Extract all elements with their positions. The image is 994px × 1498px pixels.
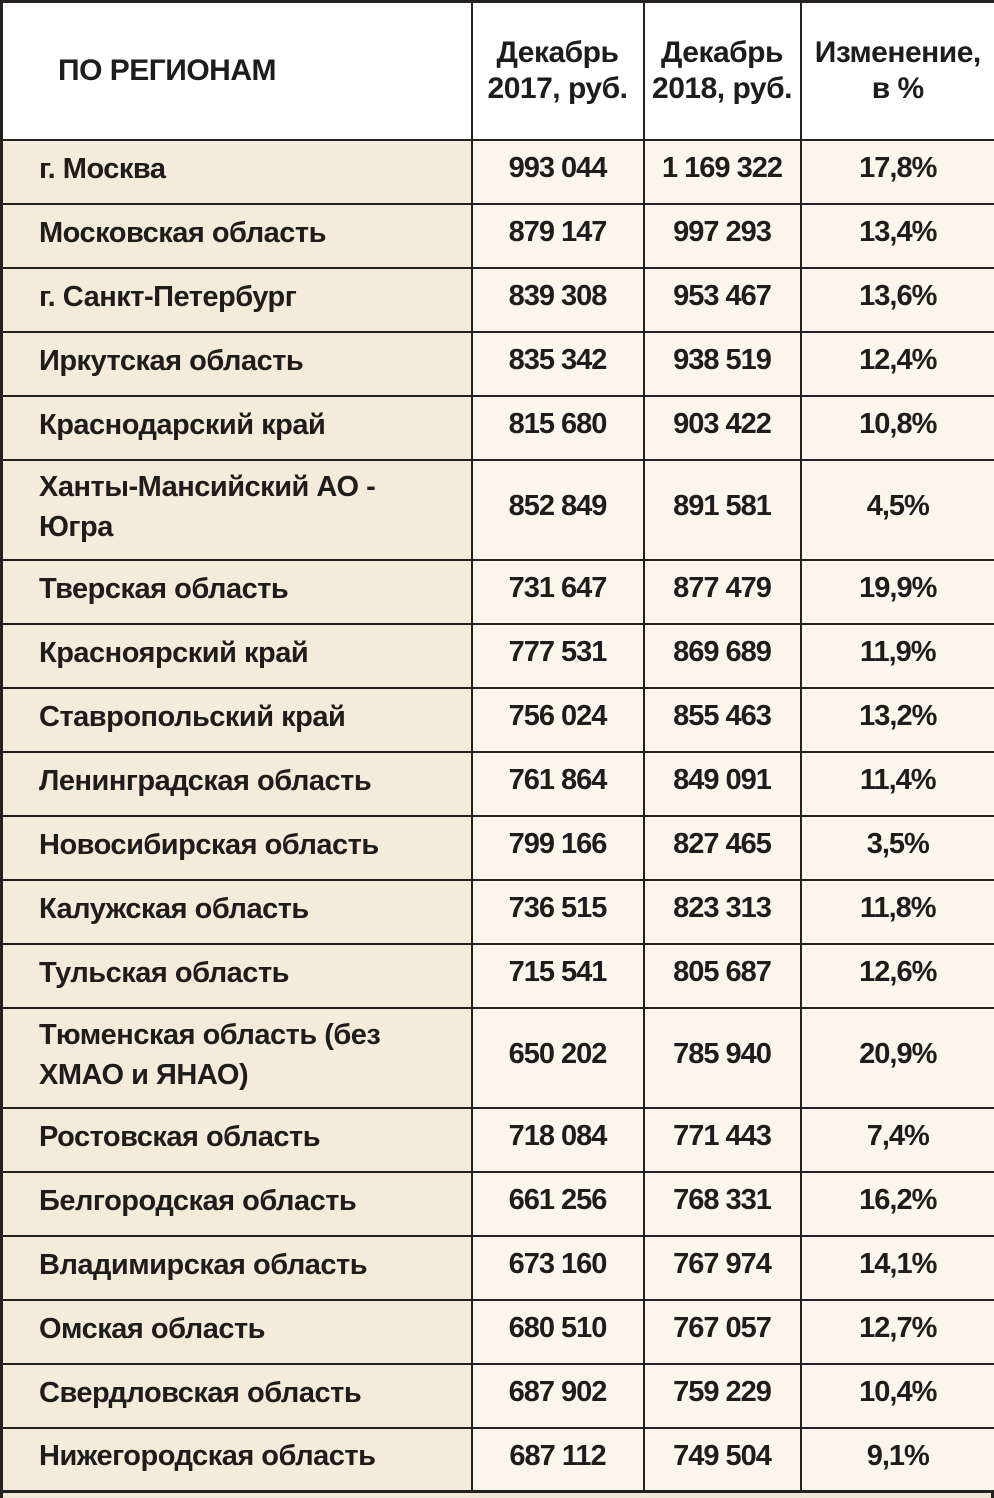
- dec-2017-value: 680 510: [508, 1312, 607, 1344]
- dec-2018-value-cell: [644, 1300, 801, 1364]
- change-percent-value: 3,5%: [866, 828, 929, 860]
- header-change-line2: в %: [871, 71, 924, 105]
- dec-2018-value: 768 331: [673, 1184, 771, 1216]
- dec-2018-value-cell: [644, 1108, 801, 1172]
- dec-2018-value: 849 091: [673, 764, 771, 796]
- region-name: Красноярский край: [39, 636, 309, 669]
- dec-2018-value-cell: [644, 204, 801, 268]
- table-row: [2, 880, 994, 944]
- region-name-cell: [2, 1008, 472, 1108]
- change-percent-value: 17,8%: [859, 152, 937, 184]
- dec-2017-value-cell: [472, 396, 644, 460]
- dec-2017-value-cell: [472, 752, 644, 816]
- region-name: Ростовская область: [39, 1120, 321, 1153]
- dec-2018-value-cell: [644, 396, 801, 460]
- region-name: Тульская область: [39, 956, 289, 989]
- table-row: [2, 1008, 994, 1108]
- dec-2018-value: 855 463: [673, 700, 771, 732]
- change-percent-value: 14,1%: [859, 1248, 937, 1280]
- table-row: [2, 688, 994, 752]
- change-percent-value: 19,9%: [859, 572, 937, 604]
- header-dec-2018-line2: 2018, руб.: [652, 71, 792, 105]
- header-dec-2017-line2: 2017, руб.: [487, 71, 628, 105]
- dec-2017-value: 835 342: [508, 344, 607, 376]
- table-header: [2, 2, 994, 140]
- dec-2017-value: 799 166: [508, 828, 607, 860]
- table-row: [2, 1172, 994, 1236]
- region-name-cell: [2, 140, 472, 204]
- dec-2018-value: 827 465: [673, 828, 771, 860]
- dec-2018-value-cell: [644, 332, 801, 396]
- region-name-cell: [2, 1108, 472, 1172]
- region-name: Свердловская область: [39, 1376, 362, 1409]
- dec-2018-value-cell: [644, 268, 801, 332]
- region-name-cell: [2, 816, 472, 880]
- change-percent-cell: [801, 1172, 994, 1236]
- dec-2017-value: 852 849: [508, 490, 607, 522]
- change-percent-value: 11,9%: [859, 636, 936, 668]
- dec-2017-value-cell: [472, 460, 644, 560]
- region-name-cell: [2, 944, 472, 1008]
- dec-2018-value-cell: [644, 1428, 801, 1492]
- dec-2017-value: 736 515: [508, 892, 607, 924]
- region-name-cell: [2, 268, 472, 332]
- dec-2018-value: 891 581: [673, 490, 771, 522]
- dec-2017-value: 661 256: [508, 1184, 607, 1216]
- change-percent-value: 13,4%: [859, 216, 937, 248]
- region-name-cell: [2, 560, 472, 624]
- dec-2017-value: 777 531: [508, 636, 607, 668]
- change-percent-cell: [801, 1364, 994, 1428]
- dec-2017-value-cell: [472, 624, 644, 688]
- dec-2017-value: 815 680: [508, 408, 607, 440]
- dec-2017-value: 761 864: [508, 764, 607, 796]
- dec-2017-value: 715 541: [508, 956, 607, 988]
- dec-2018-value: 938 519: [673, 344, 771, 376]
- region-name: г. Москва: [39, 152, 166, 185]
- dec-2018-value-cell: [644, 1008, 801, 1108]
- dec-2017-value-cell: [472, 880, 644, 944]
- change-percent-cell: [801, 1236, 994, 1300]
- region-name: Краснодарский край: [39, 408, 326, 441]
- region-name-cell: [2, 1172, 472, 1236]
- change-percent-cell: [801, 560, 994, 624]
- dec-2018-value: 1 169 322: [661, 152, 782, 184]
- change-percent-value: 7,4%: [866, 1120, 929, 1152]
- table-row: [2, 752, 994, 816]
- dec-2018-value-cell: [644, 1172, 801, 1236]
- change-percent-cell: [801, 944, 994, 1008]
- dec-2017-value: 673 160: [508, 1248, 607, 1280]
- change-percent-cell: [801, 1008, 994, 1108]
- table-row: [2, 560, 994, 624]
- header-row: [2, 2, 994, 140]
- change-percent-value: 9,1%: [866, 1439, 929, 1472]
- dec-2017-value-cell: [472, 140, 644, 204]
- dec-2017-value-cell: [472, 1108, 644, 1172]
- region-name-cell: [2, 688, 472, 752]
- table-row: [2, 1428, 994, 1492]
- table-row: [2, 396, 994, 460]
- table-row: [2, 816, 994, 880]
- dec-2017-value-cell: [472, 816, 644, 880]
- dec-2017-value: 718 084: [508, 1120, 607, 1152]
- region-name: Калужская область: [39, 892, 309, 925]
- dec-2018-value: 749 504: [673, 1439, 771, 1472]
- dec-2018-value: 997 293: [673, 216, 771, 248]
- change-percent-value: 11,8%: [859, 892, 936, 924]
- dec-2018-value-cell: [644, 1236, 801, 1300]
- dec-2018-value: 805 687: [673, 956, 771, 988]
- region-name: Новосибирская область: [39, 828, 379, 861]
- region-name: Ханты-Мансийский АО - Югра: [39, 470, 376, 543]
- header-dec-2017-line1: Декабрь: [496, 35, 619, 69]
- dec-2018-value-cell: [644, 944, 801, 1008]
- dec-2018-value-cell: [644, 460, 801, 560]
- table-row: [2, 1108, 994, 1172]
- dec-2017-value-cell: [472, 1300, 644, 1364]
- change-percent-value: 12,4%: [859, 344, 937, 376]
- change-percent-cell: [801, 624, 994, 688]
- dec-2017-value-cell: [472, 1428, 644, 1492]
- dec-2017-value-cell: [472, 332, 644, 396]
- region-name: Тюменская область (без ХМАО и ЯНАО): [39, 1018, 381, 1091]
- header-region-label: ПО РЕГИОНАМ: [58, 53, 276, 87]
- dec-2018-value: 903 422: [673, 408, 771, 440]
- region-name: Московская область: [39, 216, 326, 249]
- change-percent-value: 11,4%: [859, 764, 936, 796]
- region-name-cell: [2, 332, 472, 396]
- change-percent-cell: [801, 396, 994, 460]
- change-percent-cell: [801, 1428, 994, 1492]
- region-name-cell: [2, 1236, 472, 1300]
- change-percent-cell: [801, 204, 994, 268]
- dec-2017-value: 687 112: [509, 1439, 606, 1472]
- table-row: [2, 1364, 994, 1428]
- change-percent-value: 12,7%: [859, 1312, 937, 1344]
- dec-2018-value: 823 313: [673, 892, 771, 924]
- change-percent-cell: [801, 1300, 994, 1364]
- table-row: [2, 1236, 994, 1300]
- table-body: [2, 140, 994, 1492]
- dec-2017-value: 650 202: [508, 1038, 607, 1070]
- dec-2017-value-cell: [472, 1172, 644, 1236]
- table-row: [2, 204, 994, 268]
- region-name: Тверская область: [39, 572, 289, 605]
- dec-2018-value-cell: [644, 140, 801, 204]
- change-percent-cell: [801, 268, 994, 332]
- table-row: [2, 460, 994, 560]
- region-name-cell: [2, 460, 472, 560]
- dec-2018-value-cell: [644, 816, 801, 880]
- change-percent-value: 10,8%: [859, 408, 937, 440]
- change-percent-value: 16,2%: [859, 1184, 937, 1216]
- dec-2017-value: 731 647: [508, 572, 607, 604]
- dec-2018-value-cell: [644, 560, 801, 624]
- dec-2018-value: 767 974: [673, 1248, 771, 1280]
- change-percent-value: 10,4%: [859, 1376, 937, 1408]
- dec-2018-value-cell: [644, 880, 801, 944]
- region-name-cell: [2, 752, 472, 816]
- change-percent-value: 4,5%: [866, 490, 929, 522]
- change-percent-cell: [801, 688, 994, 752]
- region-name: Нижегородская область: [39, 1440, 376, 1473]
- change-percent-value: 20,9%: [859, 1038, 937, 1070]
- region-name: Омская область: [39, 1312, 265, 1345]
- dec-2018-value: 869 689: [673, 636, 771, 668]
- header-dec-2017-column: [472, 2, 644, 140]
- dec-2018-value: 767 057: [673, 1312, 771, 1344]
- header-dec-2018-column: [644, 2, 801, 140]
- dec-2017-value-cell: [472, 268, 644, 332]
- dec-2017-value-cell: [472, 688, 644, 752]
- dec-2018-value-cell: [644, 1364, 801, 1428]
- dec-2017-value-cell: [472, 1236, 644, 1300]
- region-name-cell: [2, 624, 472, 688]
- region-name: Иркутская область: [39, 344, 304, 377]
- region-name: Владимирская область: [39, 1248, 368, 1281]
- dec-2017-value: 993 044: [508, 152, 607, 184]
- region-name-cell: [2, 1300, 472, 1364]
- table-row: [2, 140, 994, 204]
- dec-2017-value: 687 902: [508, 1376, 607, 1408]
- bottom-strip: [0, 1493, 994, 1498]
- table-row: [2, 624, 994, 688]
- region-name: Ставропольский край: [39, 700, 346, 733]
- dec-2018-value: 771 443: [673, 1120, 771, 1152]
- dec-2017-value: 756 024: [508, 700, 607, 732]
- region-name: Ленинградская область: [39, 764, 372, 797]
- change-percent-cell: [801, 752, 994, 816]
- table-row: [2, 268, 994, 332]
- region-name-cell: [2, 1428, 472, 1492]
- region-name-cell: [2, 396, 472, 460]
- table-row: [2, 332, 994, 396]
- dec-2018-value: 785 940: [673, 1038, 771, 1070]
- dec-2017-value-cell: [472, 1364, 644, 1428]
- region-name: г. Санкт-Петербург: [39, 280, 297, 313]
- header-region-column: [2, 2, 472, 140]
- dec-2018-value: 953 467: [673, 280, 771, 312]
- change-percent-cell: [801, 332, 994, 396]
- dec-2017-value-cell: [472, 944, 644, 1008]
- change-percent-cell: [801, 140, 994, 204]
- dec-2017-value-cell: [472, 204, 644, 268]
- change-percent-cell: [801, 1108, 994, 1172]
- change-percent-cell: [801, 816, 994, 880]
- region-name-cell: [2, 880, 472, 944]
- change-percent-value: 12,6%: [859, 956, 937, 988]
- dec-2017-value-cell: [472, 560, 644, 624]
- region-name: Белгородская область: [39, 1184, 357, 1217]
- dec-2018-value: 759 229: [673, 1376, 771, 1408]
- change-percent-cell: [801, 460, 994, 560]
- change-percent-value: 13,6%: [859, 280, 937, 312]
- header-dec-2018-line1: Декабрь: [661, 35, 783, 69]
- region-name-cell: [2, 204, 472, 268]
- dec-2018-value-cell: [644, 688, 801, 752]
- dec-2018-value-cell: [644, 624, 801, 688]
- table-row: [2, 944, 994, 1008]
- header-change-line1: Изменение,: [814, 35, 981, 69]
- region-name-cell: [2, 1364, 472, 1428]
- header-change-column: [801, 2, 994, 140]
- change-percent-value: 13,2%: [859, 700, 937, 732]
- table-row: [2, 1300, 994, 1364]
- dec-2018-value-cell: [644, 752, 801, 816]
- dec-2017-value-cell: [472, 1008, 644, 1108]
- change-percent-cell: [801, 880, 994, 944]
- dec-2017-value: 879 147: [508, 216, 607, 248]
- dec-2018-value: 877 479: [673, 572, 771, 604]
- dec-2017-value: 839 308: [508, 280, 607, 312]
